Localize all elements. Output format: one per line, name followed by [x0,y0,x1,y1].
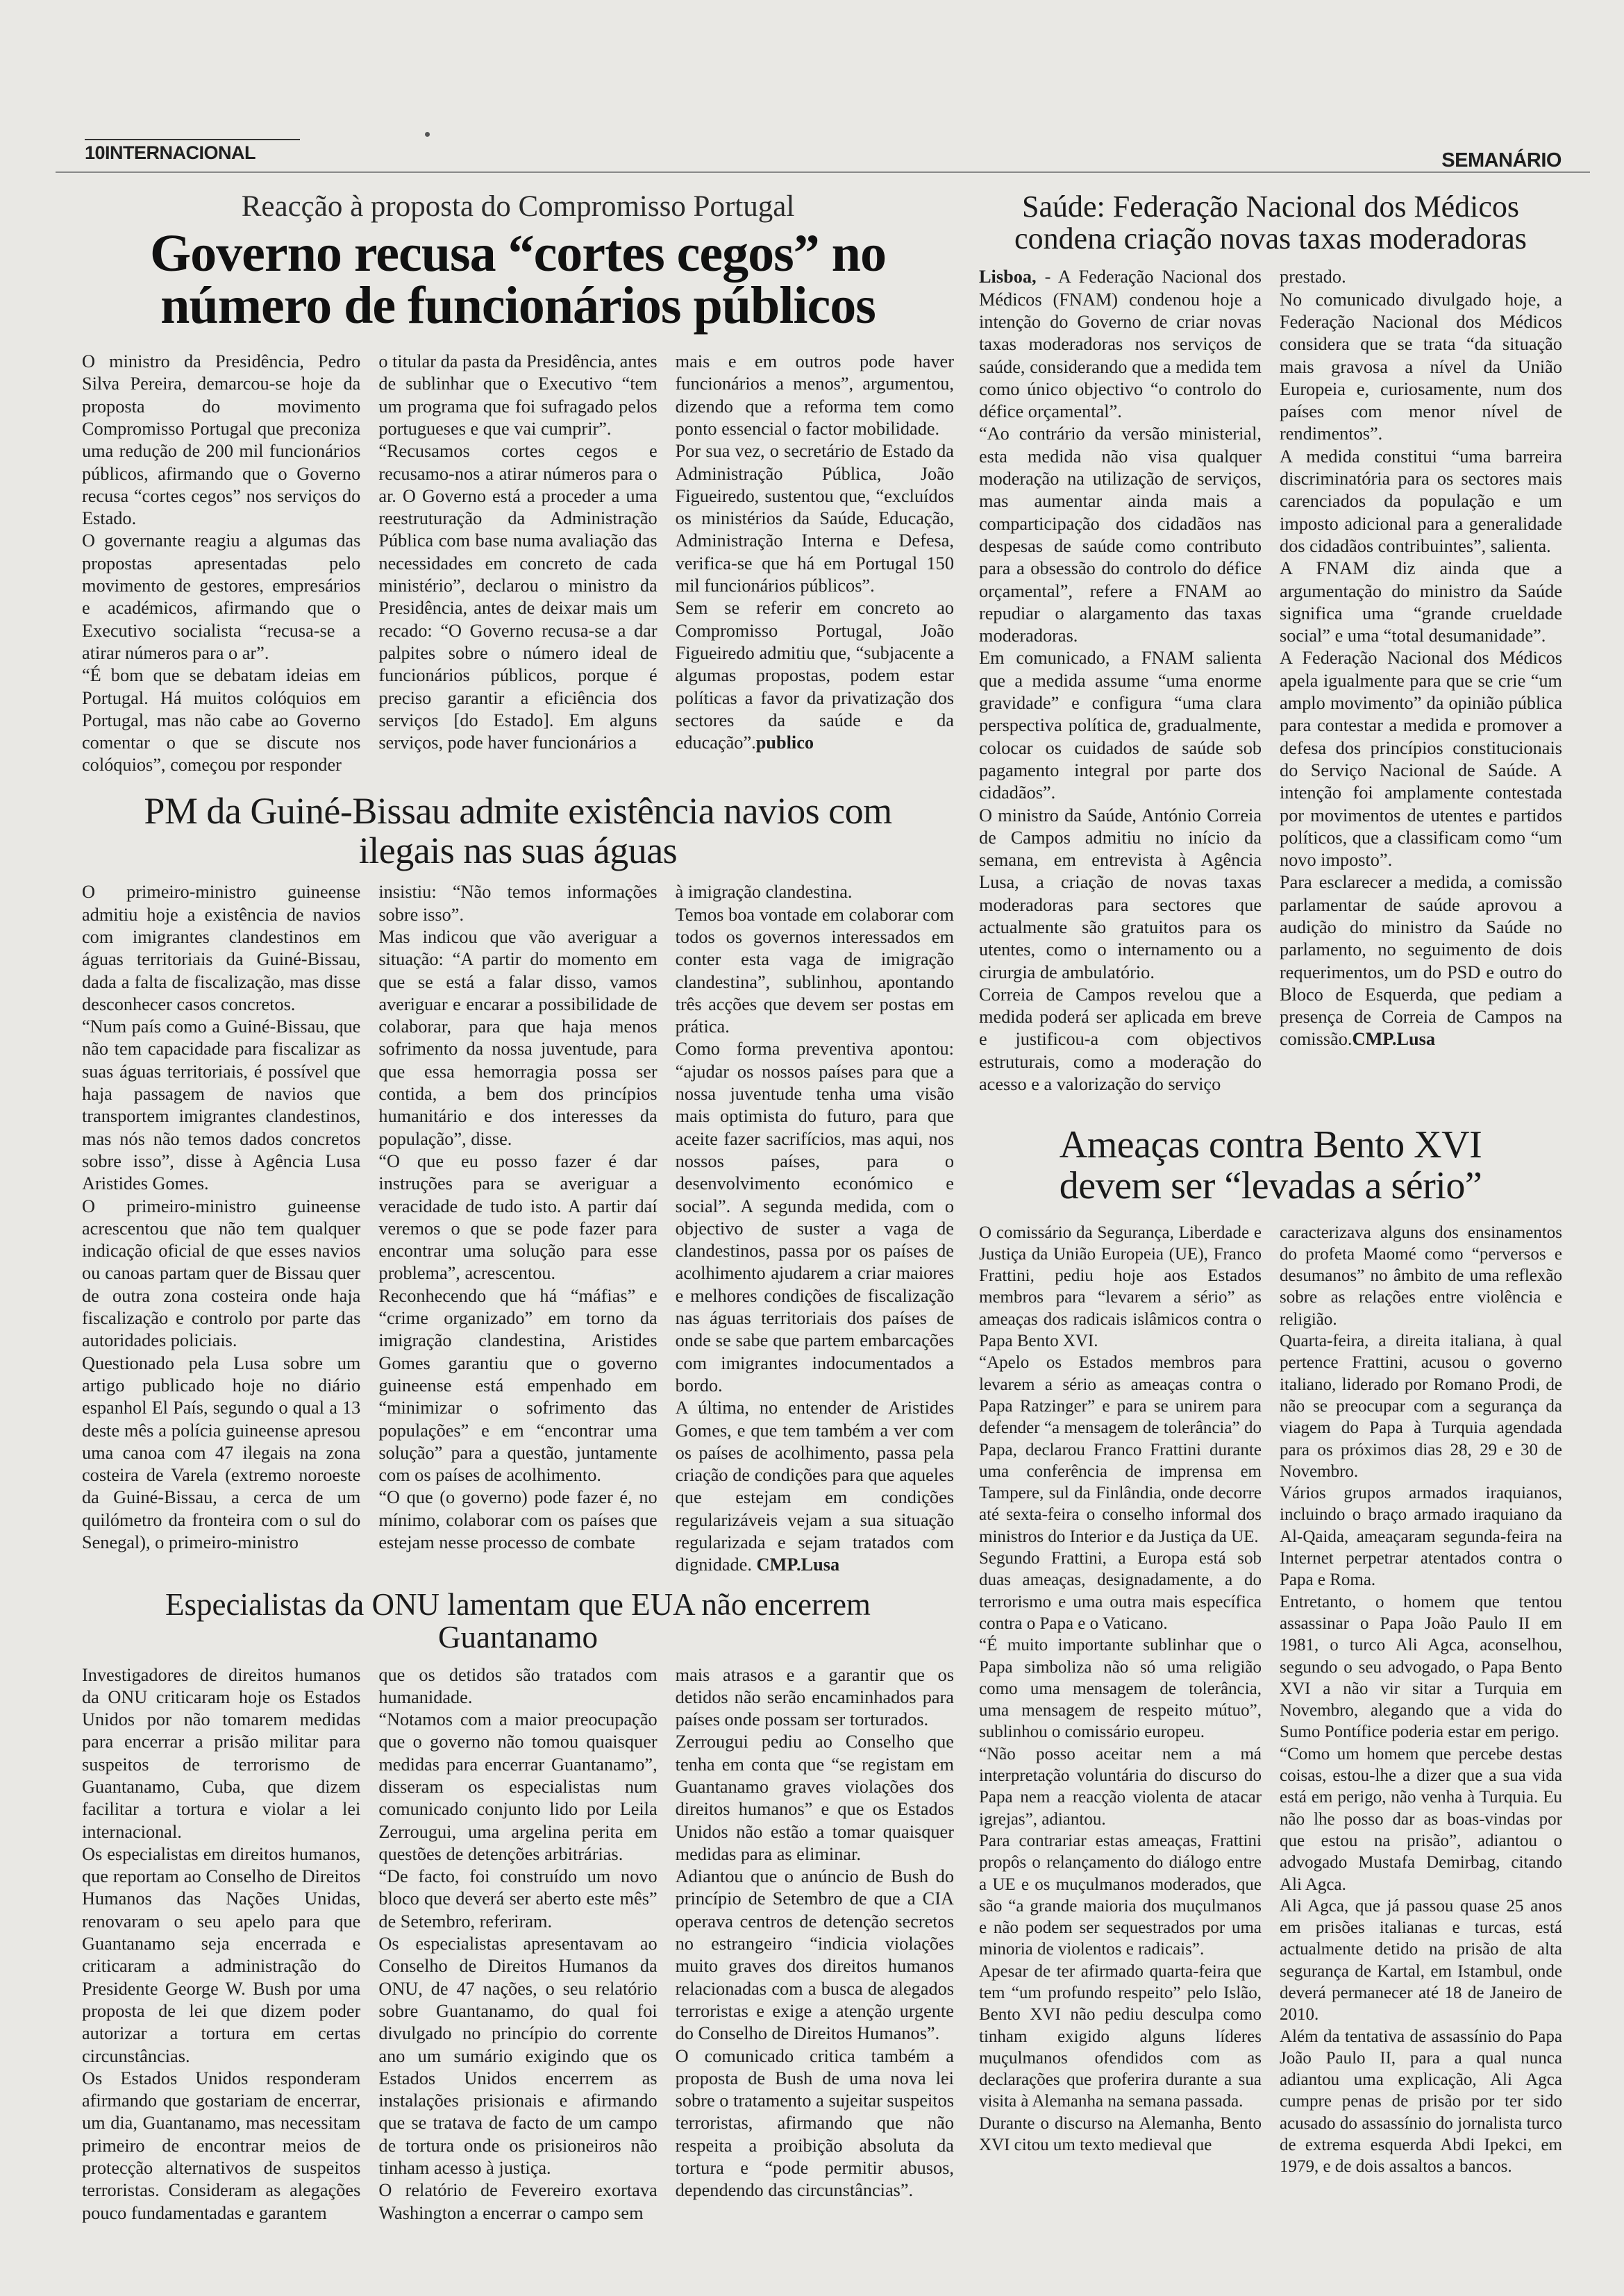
article-body [979,1222,1562,2243]
article-source: CMP.Lusa [1352,1029,1436,1050]
article-title: Saúde: Federação Nacional dos Médicos condena criação novas taxas moderadoras [1014,190,1527,256]
article-title: Ameaças contra Bento XVI devem ser “levadas a sério” [1059,1123,1482,1207]
article-body [82,351,954,782]
print-mark [425,132,430,137]
article-title: Governo recusa “cortes cegos” no número de funcionários públicos [150,224,886,335]
publication-name: SEMANÁRIO [1441,149,1562,171]
article-column: Investigadores de direitos humanos da ONU criticaram hoje os Estados Unidos por não tomarem medidas para encerrar a prisão militar para suspeitos de terrorismo de Guantanamo, Cuba, que dizem facilitar a tortura e violar a lei internacional. Os especialistas em direitos humanos, que reportam ao Conselho de Direitos Humanos das Nações Unidas, renovaram o seu apelo para que Guantanamo seja encerrada e criticaram a administração do Presidente George W. Bush por uma proposta de lei que dizem poder autorizar a tortura em certas circunstâncias. Os Estados Unidos responderam afirmando que gostariam de encerrar, um dia, Guantanamo, mas necessitam primeiro de encontrar meios de protecção alternativos de suspeitos terroristas. Consideram as alegações pouco fundamentadas e garantem [82,1664,361,2223]
article-column: O ministro da Presidência, Pedro Silva Pereira, demarcou-se hoje da proposta do movimento Compromisso Portugal que preconiza uma redução de 200 mil funcionários públicos, afirmando que o Governo recusa “cortes cegos” nos serviços do Estado. O governante reagiu a algumas das propostas apresentadas pelo movimento de gestores, empresários e académicos, afirmando que o Executivo socialista “recusa-se a atirar números para o ar”. “É bom que se debatam ideias em Portugal. Há muitos colóquios em Portugal, mas não cabe ao Governo comentar o que se discute nos colóquios”, começou por responder [82,351,361,776]
article-fnam [979,191,1562,1200]
article-text: à imigração clandestina. Temos boa vontade em colaborar com todos os governos interessados em conter esta vaga de imigração clandestina”, sublinhou, apontando três acções que devem ser postas em prática. Como forma preventiva apontou: “ajudar os nossos países para que a nossa juventude tenha uma visão mais optimista do futuro, para que aceite fazer sacrifícios, mas aqui, nos nossos países, para o desenvolvimento económico e social”. A segunda medida, com o objectivo de suster a vaga de clandestinos, passa por os países de acolhimento ajudarem a criar maiores e melhores condições de fiscalização nas águas territoriais dos países de onde se sabe que partem embarcações com imigrantes indocumentados a bordo. A última, no entender de Aristides Gomes, e que tem também a ver com os países de acolhimento, passa pela criação de condições para que aqueles que estejam em condições regularizáveis vejam a sua situação regularizada e sejam tratados com dignidade. [675,882,954,1575]
article-body [82,1664,954,2242]
article-text: mais e em outros pode haver funcionários a menos”, argumentou, dizendo que a reforma tem como ponto essencial o factor mobilidade. Por sua vez, o secretário de Estado da Administração Pública, João Figueiredo, sustentou que, “excluídos os ministérios da Saúde, Educação, Administração Interna e Defesa, verifica-se que há em Portugal 150 mil funcionários públicos”. Sem se referir em concreto ao Compromisso Portugal, João Figueiredo admitiu que, “subjacente a algumas propostas, podem estar políticas a favor da privatização dos sectores da saúde e da educação”. [675,351,954,753]
article-title: PM da Guiné-Bissau admite existência navios com ilegais nas suas águas [144,790,892,871]
article-column [1280,266,1562,1200]
article-guine-bissau [82,791,954,1575]
article-text: prestado. No comunicado divulgado hoje, a Federação Nacional dos Médicos considera que se trata “da situação mais gravosa a nível da União Europeia e, curiosamente, num dos países com menor nível de rendimentos”. A medida constitui “uma barreira discriminatória para os sectores mais carenciados da população e um imposto adicional para a generalidade dos cidadãos contribuintes”, salienta. A FNAM diz ainda que a argumentação do ministro da Saúde significa uma “grande crueldade social” e uma “total desumanidade”. A Federação Nacional dos Médicos apela igualmente para que se crie “um amplo movimento” da opinião pública para contestar a medida e promover a defesa dos princípios constitucionais do Serviço Nacional de Saúde. A intenção foi amplamente contestada por movimentos de utentes e partidos políticos, que a classificam como “um novo imposto”. Para esclarecer a medida, a comissão parlamentar de saúde aprovou a audição do ministro da Saúde no parlamento, no seguimento de dois requerimentos, um do PSD e outro do Bloco de Esquerda, que pediam a presença de Correia de Campos na comissão. [1280,267,1562,1050]
article-governo [82,191,954,782]
article-column: que os detidos são tratados com humanidade. “Notamos com a maior preocupação que o governo não tomou quaisquer medidas para encerrar Guantanamo”, disseram os especialistas num comunicado conjunto lido por Leila Zerrougui, uma argelina perita em questões de detenções arbitrárias. “De facto, foi construído um novo bloco que deverá ser aberto este mês” de Setembro, referiram. Os especialistas apresentavam ao Conselho de Direitos Humanos da ONU, de 47 nações, o seu relatório sobre Guantanamo, do qual foi divulgado no princípio do corrente ano um sumário exigindo que os Estados Unidos encerrem as instalações prisionais e afirmando que se tratava de facto de um campo de tortura onde os prisioneiros não tinham acesso à justiça. O relatório de Fevereiro exortava Washington a encerrar o campo sem [378,1664,658,2223]
article-column: O comissário da Segurança, Liberdade e Justiça da União Europeia (UE), Franco Frattini, pediu hoje aos Estados membros para “levarem a sério” as ameaças dos radicais islâmicos contra o Papa Bento XVI. “Apelo os Estados membros para levarem a sério as ameaças contra o Papa Ratzinger” e para se unirem para defender “a mensagem de tolerância” do Papa, declarou Franco Frattini durante uma conferência de imprensa em Tampere, sul da Finlândia, onde decorre até sexta-feira o conselho informal dos ministros do Interior e da Justiça da UE. Segundo Frattini, a Europa está sob duas ameaças, designadamente, a do terrorismo e uma outra mais específica contra o Papa e o Vaticano. “É muito importante sublinhar que o Papa simboliza não só uma religião como uma mensagem de tolerância, uma mensagem de respeito mútuo”, sublinhou o comissário europeu. “Não posso aceitar nem a má interpretação voluntária do discurso do Papa nem a reacção violenta de atacar igrejas”, adiantou. Para contrariar estas ameaças, Frattini propôs o relançamento do diálogo entre a UE e os muçulmanos moderados, que são “a grande maioria dos muçulmanos e não podem ser sequestrados por uma minoria de violentos e radicais”. Apesar de ter afirmado quarta-feira que tem “um profundo respeito” pelo Islão, Bento XVI não pediu desculpa como tinham exigido alguns líderes muçulmanos ofendidos com as declarações que proferira durante a sua visita à Alemanha na semana passada. Durante o discurso na Alemanha, Bento XVI citou um texto medieval que [979,1223,1262,2155]
folio-rule [85,139,300,140]
article-kicker: Reacção à proposta do Compromisso Portugal [241,190,795,223]
page-folio [85,142,256,164]
article-source: CMP.Lusa [756,1555,840,1575]
page-number: 10 [85,142,106,163]
article-column: mais atrasos e a garantir que os detidos não serão encaminhados para países onde possam ser torturados. Zerrougui pediu ao Conselho que tenha em conta que “se registam em Guantanamo graves violações dos direitos humanos” e que os Estados Unidos não estão a tomar quaisquer medidas para as eliminar. Adiantou que o anúncio de Bush do princípio de Setembro de que a CIA operava centros de detenção secretos no estrangeiro “indicia violações muito graves dos direitos humanos relacionadas com a busca de alegados terroristas e exige a atenção urgente do Conselho de Direitos Humanos”. O comunicado critica também a proposta de Bush de uma nova lei sobre o tratamento a sujeitar suspeitos terroristas, afirmando que não respeita a proibição absoluta da tortura e “pode permitir abusos, dependendo das circunstâncias”. [675,1664,954,2201]
article-dateline: Lisboa, [979,267,1037,287]
article-column [676,881,954,1575]
article-guantanamo [82,1589,954,2242]
article-column [676,351,954,782]
article-body [82,881,954,1575]
article-title: Especialistas da ONU lamentam que EUA não encerrem Guantanamo [165,1587,871,1655]
article-column [979,266,1262,1200]
article-bento-xvi [979,1125,1562,2243]
article-column: o titular da pasta da Presidência, antes de sublinhar que o Executivo “tem um programa que foi sufragado pelos portugueses e que vai cumprir”. “Recusamos cortes cegos e recusamo-nos a atirar números para o ar. O Governo está a proceder a uma reestruturação da Administração Pública com base numa avaliação das necessidades em concreto de cada ministério”, declarou o ministro da Presidência, antes de deixar mais um recado: “O Governo recusa-se a dar palpites sobre o número ideal de funcionários públicos, porque é preciso garantir a eficiência dos serviços [do Estado]. Em alguns serviços, pode haver funcionários a [378,351,658,753]
article-column: insistiu: “Não temos informações sobre isso”. Mas indicou que vão averiguar a situação: “A partir do momento em que se está a falar disso, vamos averiguar e encarar a possibilidade de colaborar, para que haja menos sofrimento da nossa juventude, para que essa hemorragia possa ser contida, a bem dos princípios humanitário e dos interesses da população”, disse. “O que eu posso fazer é dar instruções para se averiguar a veracidade de tudo isto. A partir daí veremos o que se pode fazer para encontrar uma solução para esse problema”, acrescentou. Reconhecendo que há “máfias” e “crime organizado” em torno da imigração clandestina, Aristides Gomes garantiu que o governo guineense está empenhado em “minimizar o sofrimento das populações” e em “encontrar uma solução” para a questão, juntamente com os países de acolhimento. “O que (o governo) pode fazer é, no mínimo, colaborar com os países que estejam nesse processo de combate [378,882,658,1552]
article-column: caracterizava alguns dos ensinamentos do profeta Maomé como “perversos e desumanos” no âmbito de uma reflexão sobre as relações entre violência e religião. Quarta-feira, a direita italiana, à qual pertence Frattini, acusou o governo italiano, liderado por Romano Prodi, de não se preocupar com a segurança da viagem do Papa à Turquia agendada para os próximos dias 28, 29 e 30 de Novembro. Vários grupos armados iraquianos, incluindo o braço armado iraquiano da Al-Qaida, ameaçaram segunda-feira na Internet perpetrar atentados contra o Papa e Roma. Entretanto, o homem que tentou assassinar o Papa João Paulo II em 1981, o turco Ali Agca, aconselhou, segundo o seu advogado, o Papa Bento XVI a não vir sitar a Turquia em Novembro, alegando que a vida do Sumo Pontífice poderia estar em perigo. “Como um homem que percebe destas coisas, estou-lhe a dizer que a sua vida está em perigo, não venha à Turquia. Eu não lhe posso dar as boas-vindas por que estou na prisão”, adiantou o advogado Mustafa Demirbag, citando Ali Agca. Ali Agca, que já passou quase 25 anos em prisões italianas e turcas, está actualmente detido na prisão de alta segurança de Kartal, em Istambul, onde deverá permanecer até 18 de Janeiro de 2010. Além da tentativa de assassínio do Papa João Paulo II, para a qual nunca adiantou uma explicação, Ali Agca cumpre penas de prisão por ter sido acusado do assassínio do jornalista turco de extrema esquerda Abdi Ipekci, em 1979, e de dois assaltos a bancos. [1280,1223,1562,2177]
section-name: INTERNACIONAL [105,142,256,163]
article-text: - A Federação Nacional dos Médicos (FNAM) condenou hoje a intenção do Governo de criar novas taxas moderadoras nos serviços de saúde, considerando que a medida tem como único objectivo “o controlo do défice orçamental”. “Ao contrário da versão ministerial, esta medida não visa qualquer moderação na utilização de serviços, mas aumentar ainda mais a comparticipação dos cidadãos nas despesas de saúde como contributo para a obsessão do controlo do défice orçamental”, refere a FNAM ao repudiar o alargamento das taxas moderadoras. Em comunicado, a FNAM salienta que a medida assume “uma enorme gravidade” e configura “uma clara perspectiva política de, gradualmente, colocar os cuidados de saúde sob pagamento integral por parte dos cidadãos”. O ministro da Saúde, António Correia de Campos admitiu no início da semana, em entrevista à Agência Lusa, a criação de novas taxas moderadoras para sectores que actualmente são gratuitos para os utentes, como o internamento ou a cirurgia de ambulatório. Correia de Campos revelou que a medida poderá ser aplicada em breve e justificou-a com objectivos estruturais, como a moderação do acesso e a valorização do serviço [979,267,1262,1095]
article-column: O primeiro-ministro guineense admitiu hoje a existência de navios com imigrantes clandestinos em águas territoriais da Guiné-Bissau, dada a falta de fiscalização, mas disse desconhecer casos concretos. “Num país como a Guiné-Bissau, que não tem capacidade para fiscalizar as suas águas territoriais, é possível que haja passagem de navios que transportem imigrantes clandestinos, mas nós não temos dados concretos sobre isso”, disse à Agência Lusa Aristides Gomes. O primeiro-ministro guineense acrescentou que não tem qualquer indicação oficial de que esses navios ou canoas partam quer de Bissau quer de outra zona costeira onde haja fiscalização e controlo por parte das autoridades policiais. Questionado pela Lusa sobre um artigo publicado hoje no diário espanhol El País, segundo o qual a 13 deste mês a polícia guineense apresou uma canoa com 47 ilegais na zona costeira de Varela (extremo noroeste da Guiné-Bissau, a cerca de um quilómetro da fronteira com o sul do Senegal), o primeiro-ministro [82,882,361,1552]
article-body [979,266,1562,1200]
header-rule [56,171,1590,173]
article-source: publico [755,732,814,753]
